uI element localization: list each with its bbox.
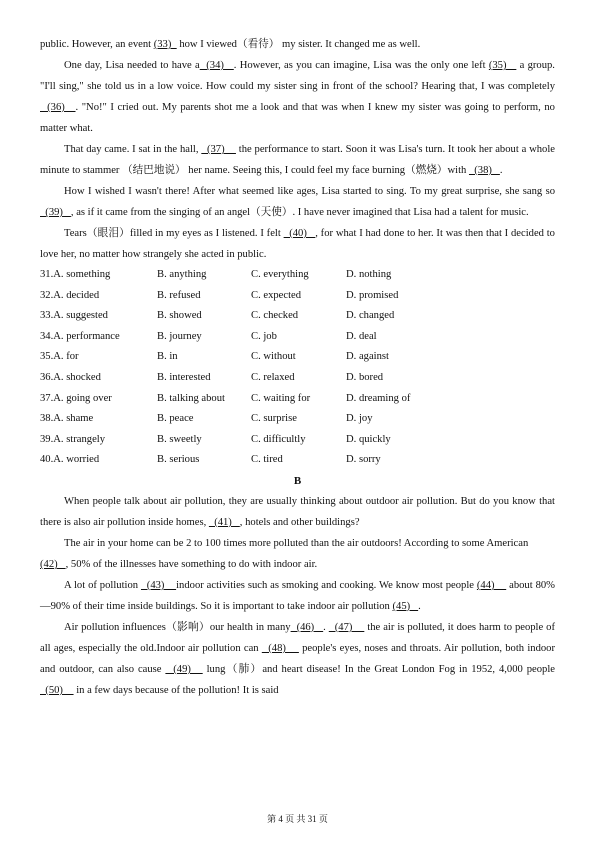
- answer-blank: (38): [468, 165, 500, 176]
- paragraph-text: Tears（眼泪）filled in my eyes as I listened. I felt: [64, 228, 284, 239]
- paragraph: [40, 139, 555, 181]
- option-row: [40, 450, 555, 471]
- answer-blank: (39): [40, 207, 71, 218]
- option-choice: D. joy: [346, 413, 373, 425]
- option-choice: B. peace: [157, 413, 194, 425]
- answer-blank: (43): [140, 579, 177, 591]
- paragraph-text: a group. "I'll sing," she told us in a low voice. How could my sister sing in front of the school? Hearing that, I was completely: [40, 60, 555, 92]
- paragraph-text: .: [418, 600, 421, 612]
- option-row: [40, 327, 555, 348]
- option-choice: C. without: [251, 351, 296, 363]
- option-choice: 40.A. worried: [40, 454, 100, 466]
- paragraph-text: lung（肺）and heart disease! In the Great London Fog in 1952, 4,000 people: [202, 663, 555, 675]
- option-choice: C. difficultly: [251, 433, 306, 445]
- answer-blank: (47): [328, 621, 365, 633]
- paragraph-text: indoor activities such as smoking and cooking. We know most people: [176, 579, 477, 591]
- paragraph-text: A lot of pollution: [64, 579, 141, 591]
- paragraph-text: people's eyes, noses and throats. Air pollution, both indoor and outdoor, can also cause: [40, 642, 555, 675]
- answer-blank: (49): [165, 663, 203, 675]
- paragraph-text: .: [323, 621, 329, 633]
- option-choice: D. nothing: [346, 269, 392, 280]
- option-choice: B. journey: [157, 330, 202, 342]
- option-row: [40, 265, 555, 286]
- option-choice: B. serious: [157, 454, 200, 466]
- option-choice: D. bored: [346, 371, 384, 383]
- option-row: [40, 306, 555, 327]
- answer-blank: (48): [261, 642, 299, 654]
- option-row: [40, 389, 555, 410]
- paragraph-text: .: [499, 165, 503, 176]
- paragraph: [40, 533, 555, 554]
- option-row: [40, 286, 555, 307]
- paragraph-text: , for what I had done to her. It was then that I decided to love her, no matter how strangely she acted in public.: [40, 228, 555, 260]
- paragraph-text: , 50% of the illnesses have something to do with indoor air.: [65, 558, 318, 570]
- option-choice: C. everything: [251, 269, 309, 280]
- page-footer: 第 4 页 共 31 页: [267, 814, 328, 824]
- option-row: [40, 409, 555, 430]
- option-choice: C. surprise: [251, 413, 297, 425]
- option-choice: B. sweetly: [157, 433, 202, 445]
- option-choice: 36.A. shocked: [40, 371, 101, 383]
- answer-blank: (45): [392, 600, 419, 612]
- option-choice: D. against: [346, 351, 389, 363]
- paragraph: [40, 223, 555, 265]
- paragraph-text: , as if it came from the singing of an angel（天使）. I have never imagined that Lisa had a talent for music.: [70, 207, 529, 218]
- options-list: [40, 265, 555, 471]
- paragraph-text: . "No!" I cried out. My parents shot me a look and that was when I knew my sister was going to perform, no matter what.: [40, 102, 555, 134]
- paragraph-text: , hotels and other buildings?: [239, 516, 360, 528]
- answer-blank: (34): [199, 60, 234, 71]
- passage-b: [40, 491, 555, 701]
- paragraph: [40, 34, 555, 55]
- option-choice: B. showed: [157, 310, 202, 322]
- option-choice: C. tired: [251, 454, 283, 466]
- paragraph-text: How I wished I wasn't there! After what seemed like ages, Lisa started to sing. To my great surprise, she sang so: [64, 186, 555, 197]
- paragraph-text: in a few days because of the pollution! It is said: [73, 684, 279, 696]
- answer-blank: (46): [290, 621, 324, 633]
- answer-blank: (33): [153, 39, 177, 50]
- section-b-title: B: [293, 474, 302, 487]
- option-choice: 33.A. suggested: [40, 310, 108, 322]
- option-choice: 31.A. something: [40, 269, 111, 280]
- option-choice: D. dreaming of: [346, 392, 411, 404]
- option-choice: D. deal: [346, 330, 377, 342]
- paragraph-text: public. However, an event: [40, 39, 154, 50]
- answer-blank: (37): [201, 144, 236, 155]
- answer-blank: (36): [40, 102, 76, 113]
- option-choice: D. sorry: [346, 454, 381, 466]
- option-choice: B. interested: [157, 371, 211, 383]
- document-page: [40, 34, 555, 701]
- option-choice: B. talking about: [157, 392, 225, 404]
- option-choice: D. quickly: [346, 433, 391, 445]
- option-choice: 34.A. performance: [40, 330, 120, 342]
- option-row: [40, 368, 555, 389]
- option-choice: C. job: [251, 330, 277, 342]
- answer-blank: (50): [40, 684, 74, 696]
- paragraph: [40, 491, 555, 533]
- paragraph-text: One day, Lisa needed to have a: [64, 60, 200, 71]
- option-choice: C. checked: [251, 310, 299, 322]
- option-choice: D. changed: [346, 310, 395, 322]
- answer-blank: (44): [476, 579, 507, 591]
- paragraph-text: . However, as you can imagine, Lisa was the only one left: [233, 60, 489, 71]
- option-choice: C. expected: [251, 289, 302, 301]
- option-choice: B. anything: [157, 269, 207, 280]
- option-choice: C. waiting for: [251, 392, 311, 404]
- option-choice: 32.A. decided: [40, 289, 100, 301]
- option-row: [40, 347, 555, 368]
- paragraph-text: the air is polluted, it does harm to people of all ages, especially the old.Indoor air pollution can: [40, 621, 556, 654]
- answer-blank: (42): [40, 558, 66, 570]
- option-choice: B. refused: [157, 289, 201, 301]
- paragraph: [40, 181, 555, 223]
- paragraph-text: the performance to start. Soon it was Lisa's turn. It took her about a whole minute to stammer （结巴地说） her name. Seeing this, I could feel my face burning（燃烧）with: [40, 144, 556, 176]
- option-choice: 38.A. shame: [40, 413, 94, 425]
- option-choice: 35.A. for: [40, 351, 79, 363]
- paragraph-text: how I viewed（看待） my sister. It changed me as well.: [176, 39, 421, 50]
- passage-a: [40, 34, 555, 265]
- answer-blank: (40): [283, 228, 316, 239]
- paragraph-text: Air pollution influences（影响）our health in many: [64, 621, 291, 633]
- paragraph: [40, 55, 555, 139]
- option-row: [40, 430, 555, 451]
- paragraph: [40, 575, 555, 617]
- option-choice: B. in: [157, 351, 178, 363]
- paragraph-text: That day came. I sat in the hall,: [64, 144, 202, 155]
- option-choice: D. promised: [346, 289, 399, 301]
- option-choice: 37.A. going over: [40, 392, 112, 404]
- paragraph-text: The air in your home can be 2 to 100 times more polluted than the air outdoors! According to some American: [64, 537, 529, 549]
- paragraph: [40, 617, 555, 701]
- option-choice: C. relaxed: [251, 371, 295, 383]
- answer-blank: (35): [488, 60, 517, 71]
- paragraph-text: When people talk about air pollution, they are usually thinking about outdoor air pollution. But do you know that there is also air pollution inside homes,: [40, 495, 555, 528]
- paragraph-text: about 80%—90% of their time inside buildings. So it is important to take indoor air pollution: [40, 579, 555, 612]
- answer-blank: (41): [208, 516, 240, 528]
- paragraph: [40, 554, 555, 575]
- option-choice: 39.A. strangely: [40, 433, 106, 445]
